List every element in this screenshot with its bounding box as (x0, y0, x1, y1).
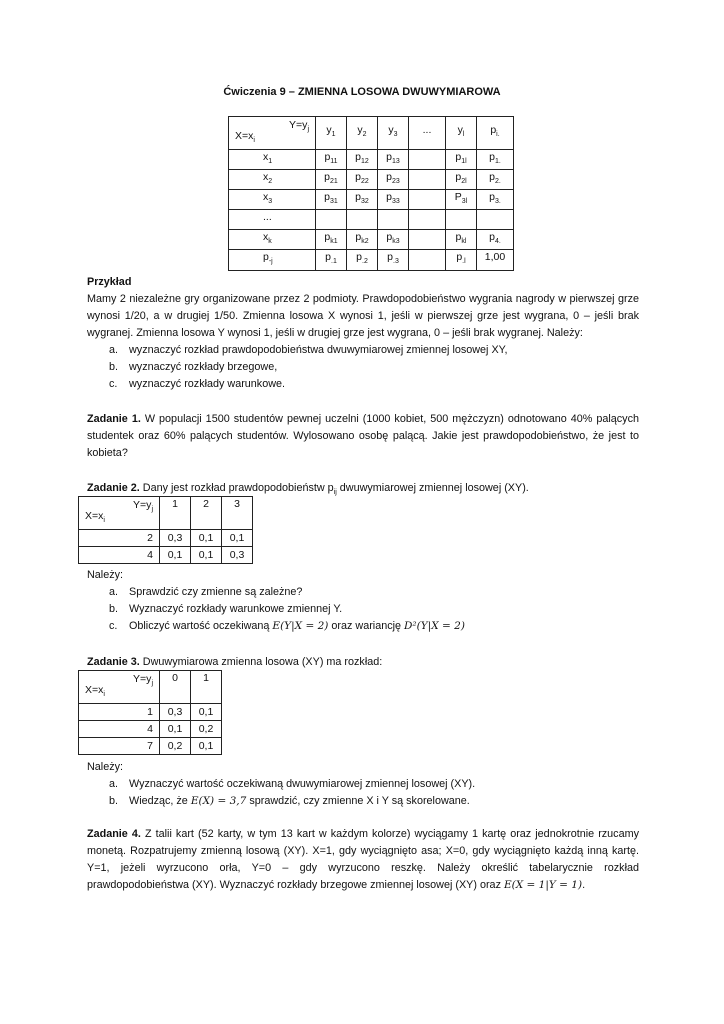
table-row (229, 210, 514, 230)
list-item: a. wyznaczyć rozkład prawdopodobieństwa dwuwymiarowej zmiennej losowej XY, (109, 344, 508, 356)
example-text: Mamy 2 niezależne gry organizowane przez 2 podmioty. Prawdopodobieństwo wygrania nagrody w pierwszej grze wynosi 1/20, a w drugiej 1/50. Zmienna losowa X wynosi 1, jeśli w pierwszej grze jest wygrana, 0 – jeśli brak wygranej. Zmienna losowa Y wynosi 1, jeśli w drugiej grze jest wygrana, 0 – jeśli brak wygranej. Należy: (87, 293, 639, 339)
table-cell (378, 210, 409, 230)
table-cell (409, 210, 446, 230)
table-cell: $p_{4.}$ (477, 230, 514, 250)
table-row: 4 0,1 0,2 (79, 721, 222, 738)
table-cell: $x_k$ (229, 230, 316, 250)
table-row (229, 170, 514, 190)
table-cell: $x_1$ (229, 150, 316, 170)
task-4-label: Zadanie 4. (87, 828, 141, 840)
table-cell: $P_{3l}$ (446, 190, 477, 210)
table-cell: $p_{1l}$ (446, 150, 477, 170)
task-2-label: Zadanie 2. (87, 482, 140, 494)
general-distribution-table (228, 116, 514, 271)
table-cell: $p_{kl}$ (446, 230, 477, 250)
example-section (87, 274, 639, 393)
example-list (87, 342, 639, 393)
table-row: 1 0,3 0,1 (79, 704, 222, 721)
table-cell: $p_{k2}$ (347, 230, 378, 250)
table-cell: $p_{31}$ (316, 190, 347, 210)
column-header: 3 (222, 497, 253, 530)
task-3-label: Zadanie 3. (87, 656, 140, 668)
task-2-heading: Zadanie 2. Dany jest rozkład prawdopodobieństw $p_{ij}$ dwuwymiarowej zmiennej losowej (XY). (87, 482, 529, 497)
table-cell: $p_{23}$ (378, 170, 409, 190)
table-cell: $p_{21}$ (316, 170, 347, 190)
task-1 (87, 411, 639, 462)
table-cell: $p_{k1}$ (316, 230, 347, 250)
list-item: c. Obliczyć wartość oczekiwaną E(Y|X = 2) oraz wariancję D²(Y|X = 2) (109, 620, 465, 632)
column-header: $y_1$ (316, 117, 347, 150)
table-cell (347, 210, 378, 230)
table-cell: $p_{.l}$ (446, 250, 477, 270)
column-header: 1 (191, 671, 222, 704)
list-item: b. wyznaczyć rozkłady brzegowe, (109, 361, 278, 373)
task-2-table (78, 496, 253, 564)
table-cell: ... (229, 210, 316, 230)
table-cell: $p_{2.}$ (477, 170, 514, 190)
table-cell: $p_{33}$ (378, 190, 409, 210)
column-header: $y_3$ (378, 117, 409, 150)
list-item: b. Wyznaczyć rozkłady warunkowe zmiennej Y. (109, 603, 343, 615)
table-corner-header: $Y=y_j$ $X=x_i$ (79, 671, 160, 704)
table-cell: $p_{22}$ (347, 170, 378, 190)
table-cell (316, 210, 347, 230)
column-header: $y_2$ (347, 117, 378, 150)
example-heading: Przykład (87, 276, 132, 288)
task-1-text: W populacji 1500 studentów pewnej uczelni (1000 kobiet, 500 mężczyzn) odnotowano 40% palących studentek oraz 60% palących studentów. Wylosowano osobę palącą. Jakie jest prawdopodobieństwo, że jest to kobieta? (87, 413, 639, 459)
table-row (229, 190, 514, 210)
table-corner-header: $Y=y_j$ $X=x_i$ (79, 497, 160, 530)
table-cell (409, 150, 446, 170)
table-row: 2 0,3 0,1 0,1 (79, 530, 253, 547)
table-corner-header: $Y=y_j$ $X=x_i$ (229, 117, 316, 150)
table-cell: $x_2$ (229, 170, 316, 190)
column-header: $y_l$ (446, 117, 477, 150)
y-header-label: Y=y (289, 119, 308, 131)
table-cell: $p_{32}$ (347, 190, 378, 210)
table-cell: $p_{3.}$ (477, 190, 514, 210)
table-cell (409, 230, 446, 250)
table-cell: $p_{12}$ (347, 150, 378, 170)
column-header: 2 (191, 497, 222, 530)
table-cell: $p_{13}$ (378, 150, 409, 170)
table-cell: $p_{2l}$ (446, 170, 477, 190)
column-header: 1 (160, 497, 191, 530)
task-2-instructions: Należy: a. Sprawdzić czy zmienne są zależne? b. Wyznaczyć rozkłady warunkowe zmiennej Y. c. Obliczyć wartość oczekiwaną E(Y|X = 2) oraz wariancję D²(Y|X = 2) (87, 567, 639, 635)
table-cell: $p_{.2}$ (347, 250, 378, 270)
table-cell: $p_{k3}$ (378, 230, 409, 250)
column-header: 0 (160, 671, 191, 704)
task-1-label: Zadanie 1. (87, 413, 141, 425)
page-title: Ćwiczenia 9 – ZMIENNA LOSOWA DWUWYMIAROWA (223, 86, 501, 98)
table-row: 4 0,1 0,1 0,3 (79, 547, 253, 564)
table-row (229, 250, 514, 270)
table-cell: $p_{.3}$ (378, 250, 409, 270)
table-cell: $p_{11}$ (316, 150, 347, 170)
table-cell (409, 170, 446, 190)
column-header: ... (409, 117, 446, 150)
task-4: Zadanie 4. Z talii kart (52 karty, w tym 13 kart w każdym kolorze) wyciągamy 1 kartę oraz jednokrotnie rzucamy monetą. Rozpatrujemy zmienną losową (XY). X=1, gdy wyciągnięto asa; X=0, gdy wyciągnięto każdą inną kartę. Y=1, jeżeli wyrzucono orła, Y=0 – gdy wyrzucono reszkę. Należy określić tabelarycznie rozkład prawdopodobieństwa (XY). Wyznaczyć rozkłady brzegowe zmiennej losowej (XY) oraz E(X = 1|Y = 1). (87, 828, 639, 891)
task-3-instructions: Należy: a. Wyznaczyć wartość oczekiwaną dwuwymiarowej zmiennej losowej (XY). b. Wiedząc, że E(X) = 3,7 sprawdzić, czy zmienne X i Y są skorelowane. (87, 759, 639, 810)
table-cell: $p_{.1}$ (316, 250, 347, 270)
table-cell (409, 250, 446, 270)
table-cell: $p_{-j}$ (229, 250, 316, 270)
list-item: a. Sprawdzić czy zmienne są zależne? (109, 586, 303, 598)
list-item: b. Wiedząc, że E(X) = 3,7 sprawdzić, czy zmienne X i Y są skorelowane. (109, 795, 470, 807)
table-cell: $p_{1.}$ (477, 150, 514, 170)
table-cell (446, 210, 477, 230)
table-cell (477, 210, 514, 230)
table-row: 7 0,2 0,1 (79, 738, 222, 755)
x-header-label: X=x (235, 129, 254, 142)
list-item: c. wyznaczyć rozkłady warunkowe. (109, 378, 286, 390)
task-3-table (78, 670, 222, 755)
table-cell (409, 190, 446, 210)
list-item: a. Wyznaczyć wartość oczekiwaną dwuwymiarowej zmiennej losowej (XY). (109, 778, 476, 790)
column-header: $p_{i.}$ (477, 117, 514, 150)
task-3-heading: Zadanie 3. Dwuwymiarowa zmienna losowa (XY) ma rozkład: (87, 656, 383, 668)
table-cell: 1,00 (477, 250, 514, 270)
table-cell: $x_3$ (229, 190, 316, 210)
table-row (229, 230, 514, 250)
table-row (229, 150, 514, 170)
